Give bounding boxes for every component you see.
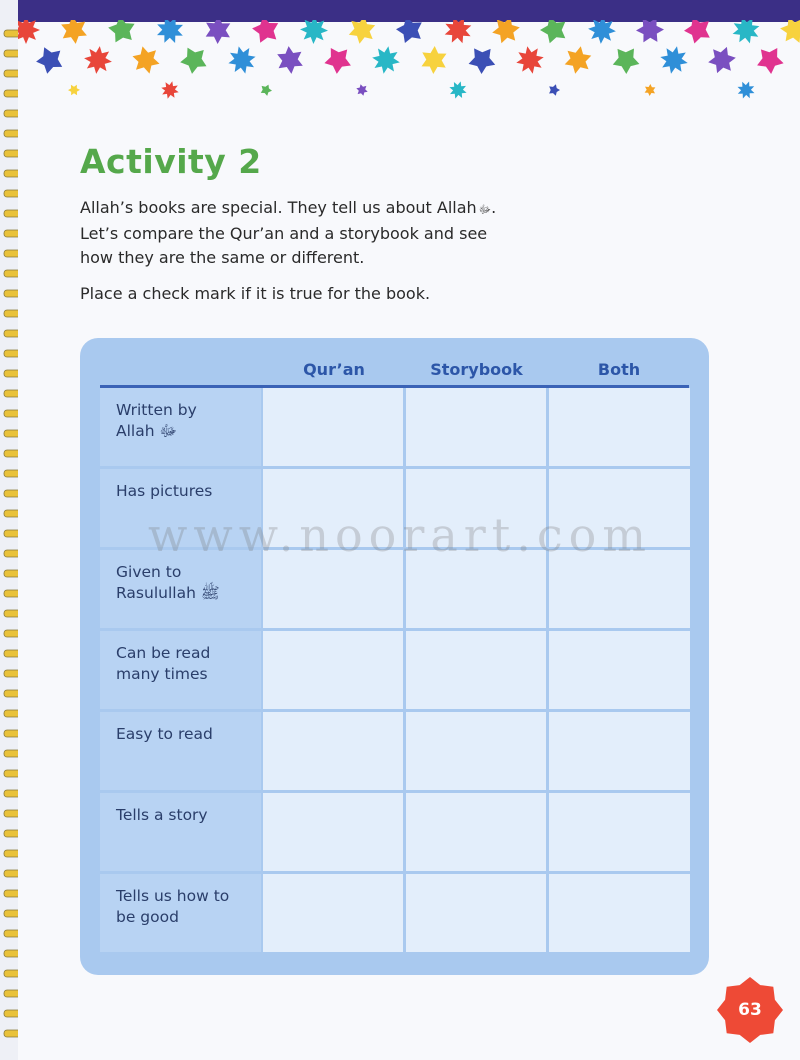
pattern-star — [372, 46, 400, 74]
column-header-quran: Qur’an — [303, 360, 365, 379]
pattern-star — [324, 48, 351, 74]
table-row — [100, 388, 690, 466]
pattern-star — [422, 46, 447, 74]
pattern-star — [733, 20, 760, 43]
pattern-star — [36, 47, 62, 73]
pattern-star — [84, 46, 112, 74]
row-label: Written by Allah ﷻ — [100, 388, 261, 466]
check-cell-storybook[interactable] — [406, 793, 546, 871]
check-cell-storybook[interactable] — [406, 631, 546, 709]
intro-line-1: Allah’s books are special. They tell us about Allah ﷻ. — [80, 198, 497, 217]
check-cell-both[interactable] — [549, 793, 690, 871]
top-border — [18, 0, 800, 22]
pattern-star — [61, 20, 87, 44]
honorific-glyph: ﷻ — [478, 203, 492, 216]
pattern-star — [180, 48, 206, 74]
pattern-star — [396, 20, 422, 43]
pattern-star — [133, 46, 160, 73]
pattern-star — [68, 85, 80, 95]
row-label: Tells a story — [100, 793, 261, 871]
table-row — [100, 631, 690, 709]
check-cell-both[interactable] — [549, 712, 690, 790]
pattern-star — [565, 46, 592, 73]
check-cell-quran[interactable] — [263, 793, 403, 871]
table-row — [100, 874, 690, 952]
pattern-star — [492, 20, 520, 43]
pattern-star — [161, 81, 178, 98]
pattern-star — [449, 81, 466, 98]
check-cell-storybook[interactable] — [406, 712, 546, 790]
check-cell-quran[interactable] — [263, 712, 403, 790]
watermark: www.noorart.com — [148, 508, 652, 562]
pattern-star — [588, 20, 616, 44]
row-label: Easy to read — [100, 712, 261, 790]
page-number: 63 — [738, 1000, 762, 1020]
table-row — [100, 712, 690, 790]
pattern-star — [252, 20, 278, 43]
pattern-star — [277, 46, 303, 74]
check-cell-both[interactable] — [549, 631, 690, 709]
instruction-text: Place a check mark if it is true for the book. — [80, 284, 431, 303]
row-label: Can be read many times — [100, 631, 261, 709]
pattern-star — [684, 20, 710, 44]
pattern-star — [738, 82, 755, 99]
pattern-star — [549, 84, 560, 95]
table-row — [100, 793, 690, 871]
pattern-star — [540, 20, 565, 43]
check-cell-storybook[interactable] — [406, 874, 546, 952]
check-cell-storybook[interactable] — [406, 388, 546, 466]
check-cell-both[interactable] — [549, 874, 690, 952]
intro-line-3: how they are the same or different. — [80, 248, 365, 267]
check-cell-quran[interactable] — [263, 388, 403, 466]
activity-intro — [80, 196, 600, 306]
column-header-storybook: Storybook — [430, 360, 523, 379]
check-cell-quran[interactable] — [263, 874, 403, 952]
column-header-both: Both — [597, 360, 641, 379]
pattern-star — [206, 20, 231, 44]
activity-title: Activity 2 — [80, 142, 262, 181]
geometric-star-pattern — [18, 20, 800, 120]
row-label: Has pictures — [100, 469, 261, 547]
check-cell-quran[interactable] — [263, 631, 403, 709]
pattern-star — [613, 49, 640, 75]
pattern-star — [469, 48, 496, 74]
pattern-star — [636, 20, 664, 42]
pattern-star — [108, 20, 134, 42]
row-label: Tells us how to be good — [100, 874, 261, 952]
pattern-star — [228, 46, 255, 73]
pattern-star — [157, 20, 183, 43]
pattern-star — [660, 46, 687, 73]
pattern-star — [708, 47, 736, 73]
check-cell-both[interactable] — [549, 388, 690, 466]
pattern-star — [356, 84, 367, 96]
row-label: Given to Rasulullah ﷺ — [100, 550, 261, 628]
pattern-star — [757, 48, 784, 74]
pattern-star — [645, 84, 656, 96]
pattern-star — [349, 20, 375, 44]
pattern-star — [780, 20, 800, 43]
comparison-table — [80, 338, 709, 975]
pattern-star — [516, 46, 543, 73]
pattern-star — [261, 85, 272, 96]
pattern-star — [300, 20, 328, 44]
pattern-star — [18, 20, 40, 44]
intro-line-2: Let’s compare the Qur’an and a storybook and see — [80, 224, 488, 243]
pattern-star — [445, 20, 472, 43]
